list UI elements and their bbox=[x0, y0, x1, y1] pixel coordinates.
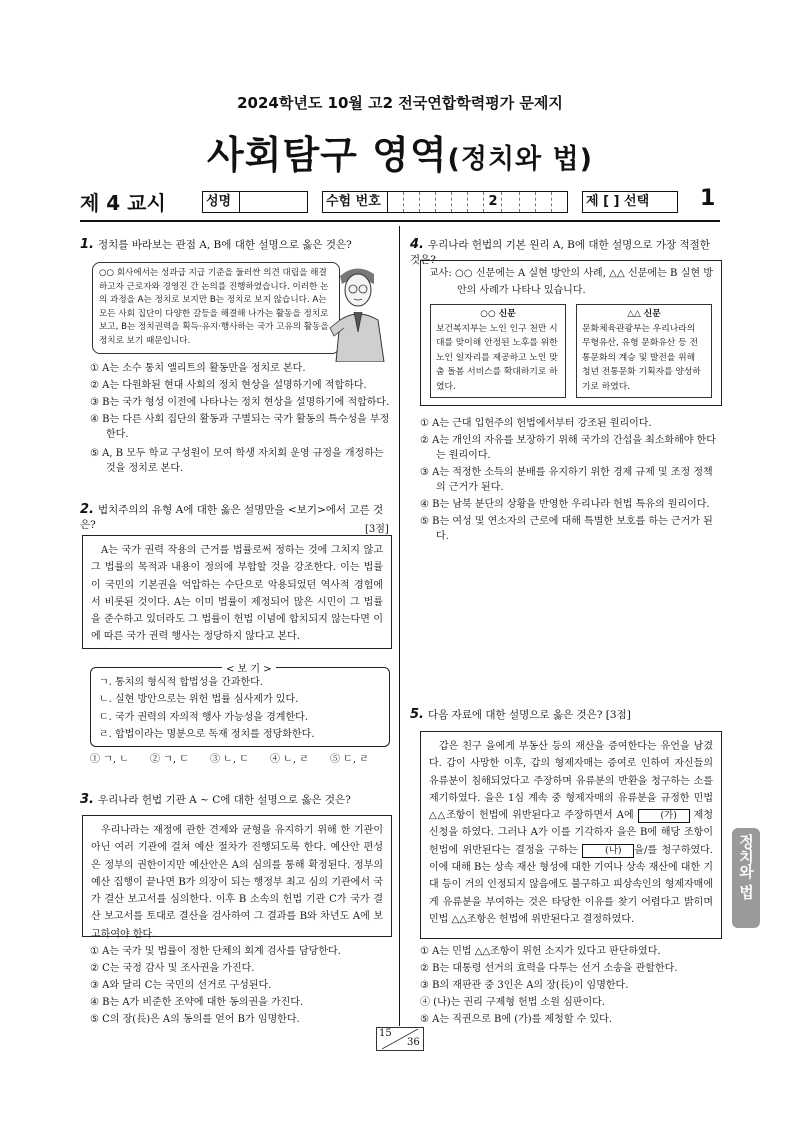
news-card-b bbox=[576, 304, 712, 398]
exam-number-label: 수험 번호 bbox=[326, 194, 381, 209]
passage-box bbox=[420, 731, 722, 939]
option-3[interactable]: ③ A와 달리 C는 국민의 선거로 구성된다. bbox=[90, 980, 272, 991]
option-2[interactable]: ② B는 대통령 선거의 효력을 다투는 선거 소송을 관할한다. bbox=[420, 963, 678, 974]
option-3[interactable]: ③ B의 재판관 중 3인은 A의 장(長)이 임명한다. bbox=[420, 980, 629, 991]
passage-part-1: 갑은 친구 을에게 부동산 등의 재산을 증여한다는 유언을 남겼다. 갑이 사망한 이후, 갑의 형제자매는 증여로 인하여 자신들의 유류분이 침해되었다고 주장하며 유류분의 반환을 청구하는 소를 제기하였다. 을은 1심 계속 중 형제자매의 유류분을 규정한 민법 △△조항이 헌법에 위반된다고 주장하면서 A에 bbox=[429, 741, 713, 822]
exam-number-digit: 2 bbox=[488, 194, 498, 209]
question-text: 우리나라 헌법의 기본 원리 A, B에 대한 설명으로 가장 적절한 것은? bbox=[410, 239, 710, 266]
option-3[interactable]: ③ B는 국가 형성 이전에 나타나는 정치 현상을 설명하기에 적합하다. bbox=[90, 397, 390, 408]
bogi-item-4: ㄹ. 합법이라는 명분으로 독재 정치를 정당화한다. bbox=[99, 728, 315, 740]
option-4[interactable]: ④ B는 다른 사회 집단의 활동과 구별되는 국가 활동의 특수성을 부정한다. bbox=[90, 414, 390, 440]
teacher-line: 교사: ○○ 신문에는 A 실현 방안의 사례, △△ 신문에는 B 실현 방안의 사례가 나타나 있습니다. bbox=[429, 268, 713, 297]
speech-bubble: ○○ 회사에서는 성과급 지급 기준을 둘러싼 의견 대립을 해결하고자 근로자와 경영진 간 논의를 진행하였습니다. 이러한 논의 과정을 A는 정치로 보지만 B는 정치로 보지 않습니다. A는 모든 사회 집단이 다양한 갈등을 해결해 나가는 활동을 정치로 보고, B는 정치권력을 획득·유지·행사하는 국가 고유의 활동을 정치로 보기 때문입니다. bbox=[92, 262, 340, 354]
period-label: 제 4 교시 bbox=[80, 191, 166, 215]
option-2[interactable]: ② C는 국정 감사 및 조사권을 가진다. bbox=[90, 963, 255, 974]
question-2 bbox=[80, 502, 392, 533]
option-1[interactable]: ① A는 민법 △△조항이 위헌 소지가 있다고 판단하였다. bbox=[420, 946, 661, 957]
page-current: 15 bbox=[379, 1028, 392, 1039]
option-4[interactable]: ④ (나)는 권리 구제형 헌법 소원 심판이다. bbox=[420, 997, 605, 1008]
blank-na: (나) bbox=[582, 844, 634, 858]
question-text: 법치주의의 유형 A에 대한 옳은 설명만을 <보기>에서 고른 것은? bbox=[80, 504, 384, 531]
option-3[interactable]: ③ A는 적정한 소득의 분배를 유지하기 위한 경제 규제 및 조정 정책의 근거가 된다. bbox=[420, 467, 713, 493]
bogi-item-3: ㄷ. 국가 권력의 자의적 행사 가능성을 경계한다. bbox=[99, 711, 308, 723]
passage-box: 우리나라는 재정에 관한 견제와 균형을 유지하기 위해 한 기관이 아닌 여러 기관에 걸쳐 예산 절차가 진행되도록 한다. 예산안 편성은 정부의 권한이지만 예산안은 A의 심의를 통해 확정된다. 정부의 예산 집행이 끝나면 B가 의장이 되는 행정부 최고 심의 기관에서 국가 결산 보고서를 심의한다. 이후 B 소속의 헌법 기관 C가 국가 결산 보고서를 토대로 결산을 검사하여 그 결과를 B와 차년도 A에 보고하여야 한다. bbox=[82, 815, 392, 937]
points-badge: [3점] bbox=[365, 524, 389, 535]
page-indicator bbox=[376, 1027, 424, 1051]
name-field[interactable] bbox=[202, 191, 308, 213]
question-number: 3. bbox=[80, 792, 94, 807]
bogi-item-1: ㄱ. 통치의 형식적 합법성을 간과한다. bbox=[99, 677, 263, 688]
passage-box: A는 국가 권력 작용의 근거를 법률로써 정하는 것에 그치지 않고 그 법률의 목적과 내용이 정의에 부합할 것을 강조한다. 이는 법률이 국민의 기본권을 억압하는 수단으로 악용되었던 역사적 경험에서 비롯된 것이다. A는 이미 법률이 제정되어 많은 시민이 그 법률을 준수하고 있더라도 그 법률이 헌법 이념에 합치되지 않는다면 이에 따른 국가 권력 행사는 정당하지 않다고 본다. bbox=[82, 535, 392, 649]
option-1[interactable]: ① A는 국가 및 법률이 정한 단체의 회계 검사를 담당한다. bbox=[90, 946, 341, 957]
question-text: 정치를 바라보는 관점 A, B에 대한 설명으로 옳은 것은? bbox=[97, 239, 352, 251]
blank-ga: (가) bbox=[638, 809, 690, 823]
news-card-a bbox=[430, 304, 566, 398]
question-number: 5. bbox=[410, 707, 424, 722]
name-label: 성명 bbox=[206, 194, 232, 209]
news-b-title: △△ 신문 bbox=[627, 309, 661, 319]
bogi-title: < 보 기 > bbox=[222, 660, 276, 675]
passage-part-2: 제청 신청을 하였다. 그러나 A가 이를 기각하자 을은 B에 해당 조항이 헌법에 위반된다는 결정을 구하는 bbox=[429, 810, 713, 856]
title-sub: (정치와 법) bbox=[447, 144, 593, 175]
title-main: 사회탐구 영역 bbox=[207, 133, 448, 177]
page-title bbox=[0, 124, 800, 179]
option-5[interactable]: ⑤ A, B 모두 학교 구성원이 모여 학생 자치회 운영 규정을 개정하는 것을 정치로 본다. bbox=[90, 448, 384, 474]
bogi-box bbox=[90, 667, 390, 747]
option-2[interactable]: ② A는 개인의 자유를 보장하기 위해 국가의 간섭을 최소화해야 한다는 원리이다. bbox=[420, 435, 716, 461]
option-2[interactable]: ② ㄱ, ㄷ bbox=[150, 754, 189, 765]
page-number: 1 bbox=[700, 186, 716, 211]
choice-label: 제 [ ] 선택 bbox=[586, 194, 650, 209]
bogi-item-2: ㄴ. 실현 방안으로는 위헌 법률 심사제가 있다. bbox=[99, 694, 299, 706]
passage-part-3: 을/를 청구하였다. 이에 대해 B는 상속 재산 형성에 대한 기여나 상속 재산에 대한 기대 등이 거의 인정되지 않음에도 불구하고 피상속인의 형제자매에게 유류분을 부여하는 것은 타당한 이유를 찾기 어렵다고 밝히며 민법 △△조항은 헌법에 위반된다고 결정하였다. bbox=[429, 844, 713, 925]
side-tab-label: 정치와 법 bbox=[737, 834, 755, 900]
news-b-body: 문화체육관광부는 우리나라의 무형유산, 유형 문화유산 등 전통문화의 계승 및 발전을 위해 청년 전통문화 기획자를 양성하기로 하였다. bbox=[582, 323, 701, 392]
option-5[interactable]: ⑤ C의 장(長)은 A의 동의를 얻어 B가 임명한다. bbox=[90, 1014, 300, 1025]
news-a-body: 보건복지부는 노인 인구 천만 시대를 맞이해 안정된 노후를 위한 노인 일자리를 제공하고 노인 맞춤 돌봄 서비스를 확대하기로 하였다. bbox=[436, 323, 558, 392]
subject-side-tab bbox=[732, 828, 760, 928]
option-5[interactable]: ⑤ B는 여성 및 연소자의 근로에 대해 특별한 보호를 하는 근거가 된다. bbox=[420, 516, 713, 542]
news-a-title: ○○ 신문 bbox=[480, 309, 516, 319]
header-divider bbox=[80, 220, 720, 222]
question-text: 우리나라 헌법 기관 A ~ C에 대한 설명으로 옳은 것은? bbox=[97, 794, 351, 806]
question-5 bbox=[410, 707, 722, 723]
question-text: 다음 자료에 대한 설명으로 옳은 것은? [3점] bbox=[427, 709, 631, 721]
question-number: 1. bbox=[80, 237, 94, 252]
question-number: 4. bbox=[410, 237, 424, 252]
option-3[interactable]: ③ ㄴ, ㄷ bbox=[210, 754, 249, 765]
teacher-illustration bbox=[326, 262, 392, 362]
option-5[interactable]: ⑤ ㄷ, ㄹ bbox=[330, 754, 369, 765]
option-5[interactable]: ⑤ A는 직권으로 B에 (가)를 제청할 수 있다. bbox=[420, 1014, 613, 1025]
exam-subtitle: 2024학년도 10월 고2 전국연합학력평가 문제지 bbox=[237, 94, 563, 112]
option-1[interactable]: ① A는 근대 입헌주의 헌법에서부터 강조된 원리이다. bbox=[420, 418, 652, 429]
question-number: 2. bbox=[80, 502, 94, 517]
column-divider bbox=[399, 226, 400, 1026]
option-4[interactable]: ④ ㄴ, ㄹ bbox=[270, 754, 309, 765]
question-3 bbox=[80, 792, 392, 808]
option-2[interactable]: ② A는 다원화된 현대 사회의 정치 현상을 설명하기에 적합하다. bbox=[90, 380, 367, 391]
option-1[interactable]: ① ㄱ, ㄴ bbox=[90, 754, 129, 765]
exam-number-field[interactable] bbox=[322, 191, 568, 213]
page-total: 36 bbox=[407, 1037, 420, 1048]
option-1[interactable]: ① A는 소수 통치 엘리트의 활동만을 정치로 본다. bbox=[90, 363, 306, 374]
option-4[interactable]: ④ B는 남북 분단의 상황을 반영한 우리나라 헌법 특유의 원리이다. bbox=[420, 499, 710, 510]
option-4[interactable]: ④ B는 A가 비준한 조약에 대한 동의권을 가진다. bbox=[90, 997, 304, 1008]
choice-field[interactable] bbox=[582, 191, 678, 213]
question-1 bbox=[80, 237, 390, 253]
